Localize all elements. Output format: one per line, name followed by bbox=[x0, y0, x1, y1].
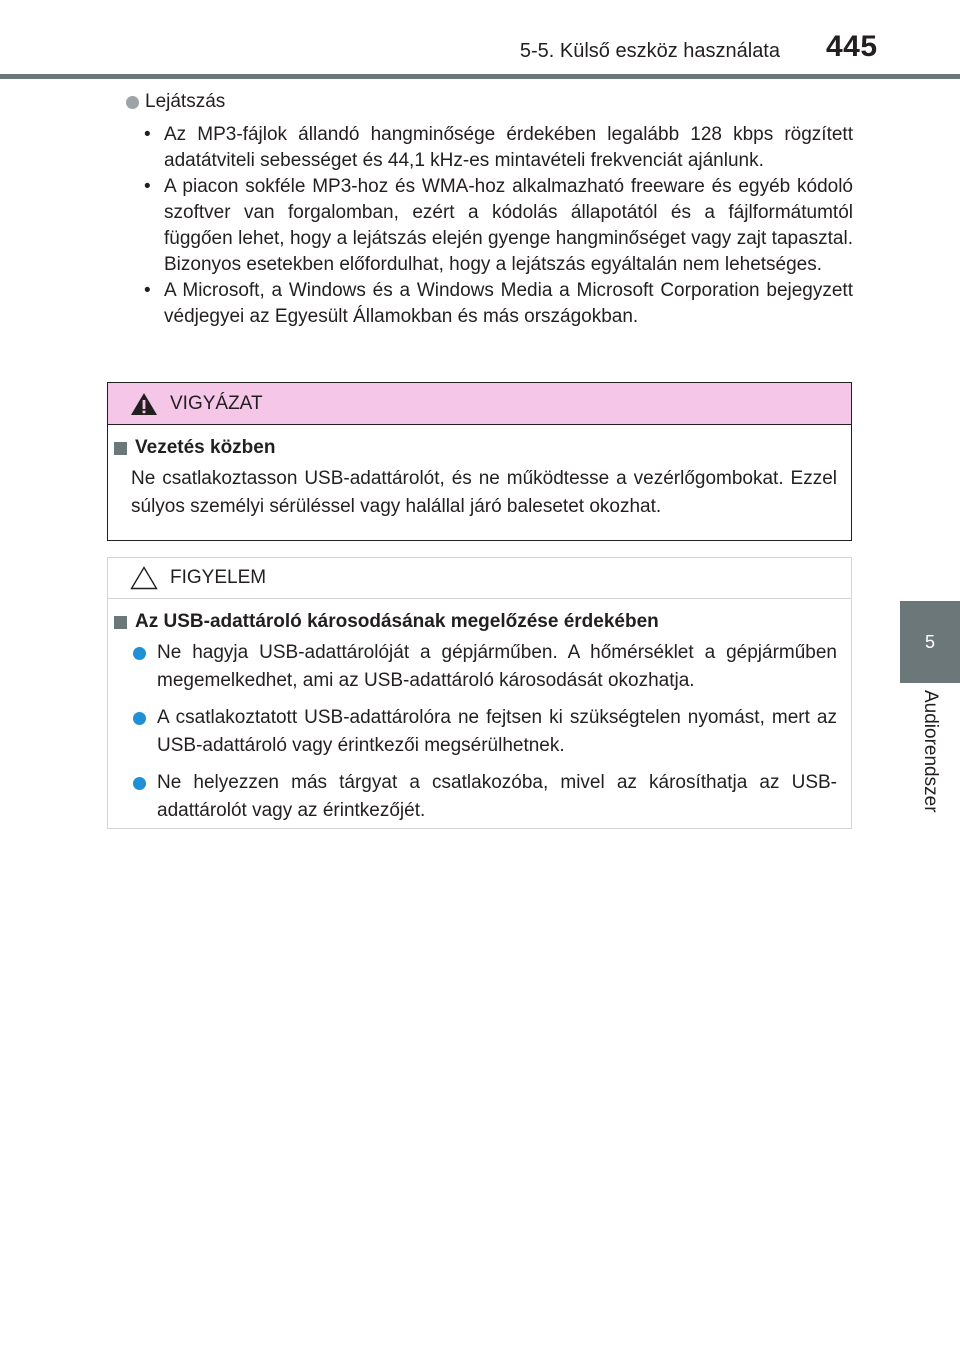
chapter-label bbox=[900, 690, 960, 850]
caution-subheading bbox=[114, 609, 837, 635]
list-item: A csatlakoztatott USB-adattárolóra ne fejtsen ki szükségtelen nyomást, mert az USB-adattároló vagy érintkezői megsérülhetnek. bbox=[114, 704, 837, 760]
warning-triangle-icon bbox=[130, 392, 158, 416]
caution-box bbox=[107, 557, 852, 829]
square-bullet-icon bbox=[114, 616, 127, 629]
blue-bullet-icon bbox=[133, 777, 146, 790]
caution-list bbox=[114, 639, 837, 825]
playback-heading-text: Lejátszás bbox=[145, 91, 226, 112]
playback-section bbox=[108, 88, 853, 330]
chapter-tab[interactable] bbox=[900, 601, 960, 683]
chapter-number: 5 bbox=[924, 631, 935, 652]
blue-bullet-icon bbox=[133, 647, 146, 660]
playback-heading bbox=[126, 88, 853, 116]
caution-title: FIGYELEM bbox=[170, 567, 267, 588]
warning-title: VIGYÁZAT bbox=[170, 392, 263, 414]
list-item: • A Microsoft, a Windows és a Windows Media a Microsoft Corporation bejegyzett védjegyei az Egyesült Államokban és más országokban. bbox=[108, 278, 853, 330]
chapter-label-text: Audiorendszer bbox=[920, 690, 941, 813]
warning-header bbox=[108, 383, 851, 425]
circle-bullet-icon bbox=[126, 96, 139, 109]
warning-text: Ne csatlakoztasson USB-adattárolót, és ne működtesse a vezérlőgombokat. Ezzel súlyos személyi sérüléssel vagy halállal járó balesetet okozhat. bbox=[131, 468, 837, 517]
playback-list bbox=[108, 122, 853, 330]
list-item: Ne helyezzen más tárgyat a csatlakozóba, mivel az károsíthatja az USB-adattárolót vagy az érintkezőjét. bbox=[114, 769, 837, 825]
header-title: 5-5. Külső eszköz használata bbox=[519, 40, 780, 62]
warning-subheading-text: Vezetés közben bbox=[135, 437, 276, 458]
list-item: • A piacon sokféle MP3-hoz és WMA-hoz alkalmazható freeware és egyéb kódoló szoftver van forgalomban, ezért a kódolás állapotától és a fájlformátumtól függően lehet, hogy a lejátszás elején gyenge hangminőséget vagy zajt tapasztal. Bizonyos esetekben előfordulhat, hogy a lejátszás egyáltalán nem lehetséges. bbox=[108, 174, 853, 278]
square-bullet-icon bbox=[114, 442, 127, 455]
header-rule bbox=[0, 74, 960, 79]
caution-header bbox=[108, 558, 851, 599]
caution-subheading-text: Az USB-adattároló károsodásának megelőzése érdekében bbox=[135, 611, 659, 632]
blue-bullet-icon bbox=[133, 712, 146, 725]
list-item: • Az MP3-fájlok állandó hangminősége érdekében legalább 128 kbps rögzített adatátviteli sebességet és 44,1 kHz-es mintavételi frekvenciát ajánlunk. bbox=[108, 122, 853, 174]
warning-subheading bbox=[114, 435, 837, 461]
warning-body bbox=[108, 425, 851, 521]
page-number: 445 bbox=[826, 30, 878, 63]
list-item: Ne hagyja USB-adattárolóját a gépjárműben. A hőmérséklet a gépjárműben megemelkedhet, ami az USB-adattároló károsodását okozhatja. bbox=[114, 639, 837, 695]
caution-body bbox=[108, 599, 851, 825]
caution-triangle-icon bbox=[130, 566, 158, 590]
warning-box bbox=[107, 382, 852, 541]
